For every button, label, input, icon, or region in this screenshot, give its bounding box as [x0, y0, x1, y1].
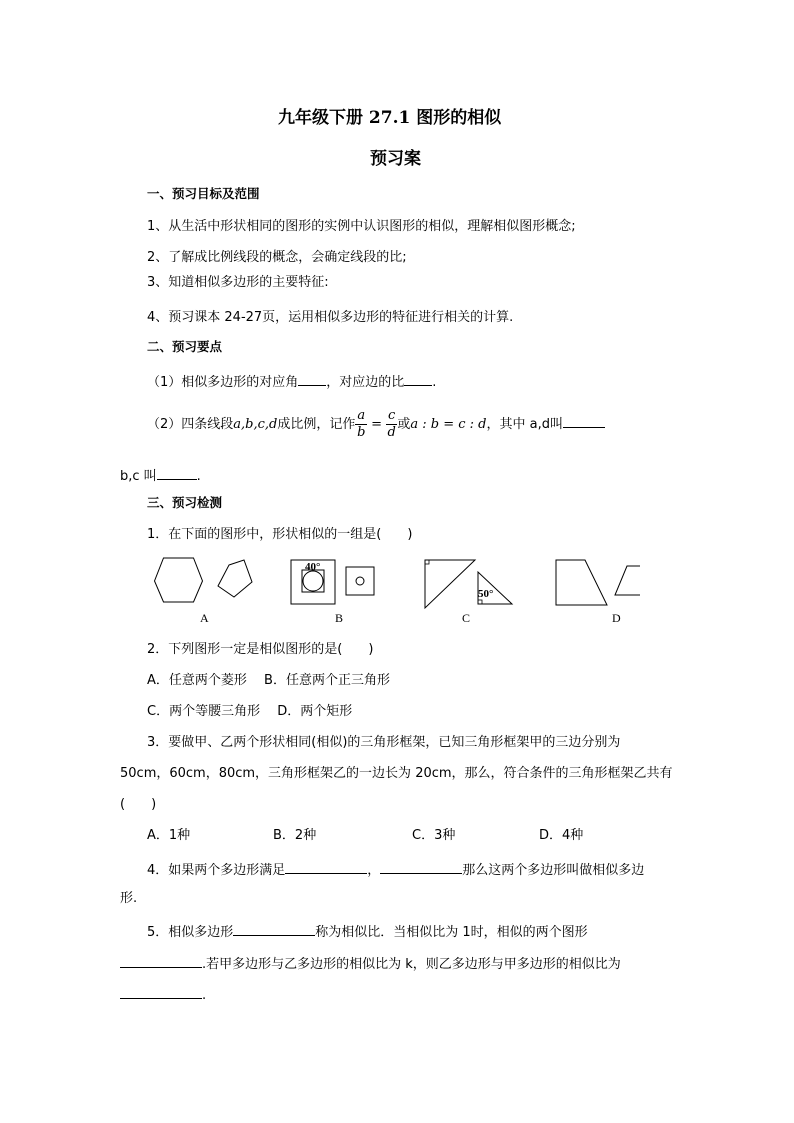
square-small [346, 567, 374, 595]
trapezoid-isosceles [615, 566, 640, 595]
question-4-cont: 形. [120, 891, 138, 906]
question-3-option: C．3种 [412, 828, 456, 843]
square-large-inner [302, 570, 324, 592]
answer-blank[interactable] [563, 415, 605, 428]
section-heading-goals: 一、预习目标及范围 [147, 186, 260, 201]
goal-item: 2、了解成比例线段的概念，会确定线段的比; [147, 250, 407, 265]
answer-blank[interactable] [120, 986, 202, 999]
question-1: 1．在下面的图形中，形状相似的一组是( ) [147, 527, 413, 542]
question-5-cont: . [120, 986, 206, 1002]
question-4: 4．如果两个多边形满足 ， 那么这两个多边形叫做相似多边 [147, 863, 645, 878]
equals-sign: = [371, 417, 383, 432]
point-2-vars: a,b,c,d [233, 417, 278, 432]
question-3: ( ) [120, 797, 157, 812]
point-1 [147, 373, 436, 389]
point-2-text: 成比例，记作 [277, 417, 356, 432]
section-heading-check: 三、预习检测 [147, 495, 223, 510]
point-2-text: 或 [397, 417, 411, 432]
circle-small [356, 577, 364, 585]
angle-label: 50° [478, 588, 494, 600]
answer-blank[interactable] [120, 955, 202, 968]
answer-blank[interactable] [298, 373, 326, 386]
angle-label: 40° [305, 561, 321, 573]
question-2-options: A．任意两个菱形 B．任意两个正三角形 [147, 673, 390, 688]
page-title: 九年级下册 27.1 图形的相似 [278, 108, 502, 128]
goal-item: 4、预习课本 24-27页，运用相似多边形的特征进行相关的计算. [147, 310, 514, 325]
hexagon-shape [155, 558, 203, 602]
question-2-options: C．两个等腰三角形 D．两个矩形 [147, 704, 353, 719]
question-3: 50cm，60cm，80cm，三角形框架乙的一边长为 20cm，那么，符合条件的三角形框架乙共有 [120, 766, 673, 781]
figure-label-a: A [200, 611, 209, 625]
circle-large [303, 571, 323, 591]
question-5-cont: .若甲多边形与乙多边形的相似比为 k，则乙多边形与甲多边形的相似比为 [120, 955, 621, 971]
point-1-text: ，对应边的比 [326, 375, 405, 390]
question-2: 2．下列图形一定是相似图形的是( ) [147, 642, 374, 657]
question-3-option: A．1种 [147, 828, 191, 843]
point-1-text: . [432, 375, 437, 390]
figure-label-b: B [335, 611, 344, 625]
page-subtitle: 预习案 [370, 149, 421, 169]
point-1-text: （1）相似多边形的对应角 [147, 375, 299, 390]
point-2-text: b,c 叫 [120, 469, 157, 484]
question-3-option: B．2种 [273, 828, 317, 843]
right-triangle-large [425, 560, 475, 608]
pentagon-shape [218, 560, 252, 597]
question-3: 3．要做甲、乙两个形状相同(相似)的三角形框架，已知三角形框架甲的三边分别为 [147, 735, 621, 750]
fraction-a-b: $\frac{a}{b}$ [357, 408, 366, 440]
point-2-text: . [196, 469, 201, 484]
answer-blank[interactable] [404, 373, 432, 386]
question-1-figures [140, 550, 640, 630]
fraction-c-d: $\frac{c}{d}$ [387, 408, 396, 440]
question-3-option: D．4种 [539, 828, 584, 843]
ratio-expression: a : b = c : d [410, 417, 487, 432]
answer-blank[interactable] [157, 467, 197, 480]
point-2-text: ，其中 a,d叫 [486, 417, 563, 432]
question-5: 5．相似多边形 称为相似比．当相似比为 1时，相似的两个图形 [147, 925, 588, 940]
point-2-cont [120, 467, 201, 483]
figure-label-d: D [612, 611, 621, 625]
point-2 [147, 408, 605, 441]
goal-item: 3、知道相似多边形的主要特征: [147, 275, 329, 290]
answer-blank[interactable] [233, 923, 315, 936]
figure-label-c: C [462, 611, 471, 625]
goal-item: 1、从生活中形状相同的图形的实例中认识图形的相似，理解相似图形概念; [147, 219, 576, 234]
answer-blank[interactable] [380, 861, 462, 874]
section-heading-points: 二、预习要点 [147, 339, 223, 354]
trapezoid-right [556, 560, 607, 605]
answer-blank[interactable] [285, 861, 367, 874]
point-2-text: （2）四条线段 [147, 417, 234, 432]
